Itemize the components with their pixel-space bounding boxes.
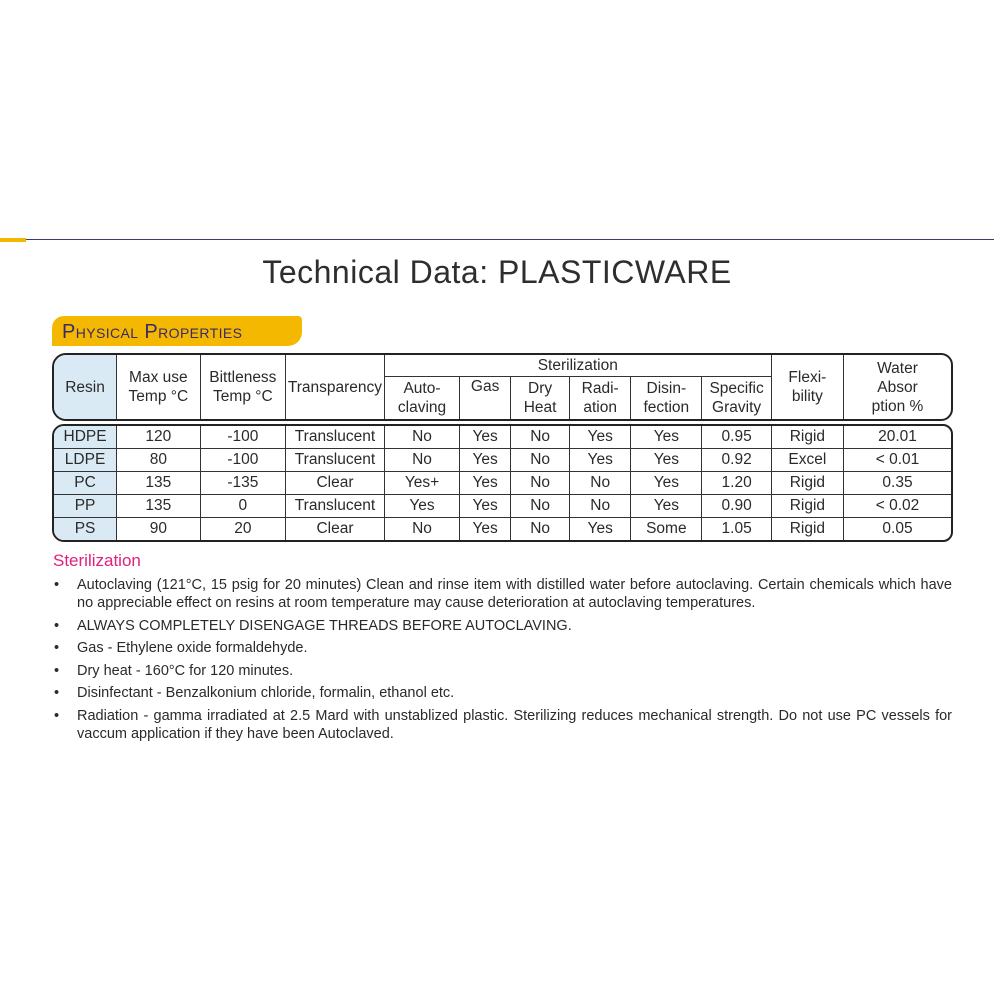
header-bittleness-temp: Bittleness Temp °C: [200, 355, 286, 419]
cell-max-use-temp: 135: [116, 495, 199, 518]
cell-resin: PP: [54, 495, 116, 518]
cell-autoclaving: Yes+: [384, 472, 459, 495]
list-item: [52, 576, 952, 612]
bullet-icon: •: [54, 617, 60, 634]
cell-dry-heat: No: [510, 495, 569, 518]
table-row: [54, 518, 951, 540]
cell-gas: Yes: [459, 472, 510, 495]
cell-disinfection: Yes: [630, 495, 701, 518]
cell-disinfection: Yes: [630, 449, 701, 472]
header-radiation: Radi- ation: [569, 377, 630, 419]
page-title: Technical Data: PLASTICWARE: [262, 254, 732, 290]
list-item: [52, 684, 952, 702]
cell-specific-gravity: 1.05: [701, 518, 770, 540]
cell-radiation: Yes: [569, 518, 630, 540]
cell-bittleness-temp: 0: [200, 495, 286, 518]
cell-autoclaving: No: [384, 449, 459, 472]
header-disinfection: Disin- fection: [630, 377, 701, 419]
cell-max-use-temp: 80: [116, 449, 199, 472]
cell-radiation: No: [569, 495, 630, 518]
bullet-icon: •: [54, 685, 60, 701]
list-item: [52, 707, 952, 743]
table-row: [54, 426, 951, 449]
cell-water-absorption: < 0.01: [843, 449, 951, 472]
list-item: [52, 617, 952, 635]
cell-autoclaving: No: [384, 518, 459, 540]
header-water-absorption: Water Absor ption %: [843, 355, 951, 419]
cell-water-absorption: 0.35: [843, 472, 951, 495]
cell-max-use-temp: 90: [116, 518, 199, 540]
cell-bittleness-temp: -100: [200, 449, 286, 472]
list-item: [52, 662, 952, 680]
cell-radiation: Yes: [569, 449, 630, 472]
note-text: Disinfectant - Benzalkonium chloride, formalin, ethanol etc.: [77, 685, 455, 701]
header-dry-heat: Dry Heat: [510, 377, 569, 419]
header-resin: Resin: [54, 355, 116, 419]
cell-transparency: Translucent: [285, 449, 384, 472]
list-item: [52, 639, 952, 657]
cell-transparency: Translucent: [285, 495, 384, 518]
cell-flexibility: Rigid: [771, 518, 843, 540]
corner-accent-mark: [0, 238, 26, 242]
cell-water-absorption: 0.05: [843, 518, 951, 540]
cell-gas: Yes: [459, 426, 510, 449]
bullet-icon: •: [54, 640, 60, 656]
bullet-icon: •: [54, 707, 60, 724]
header-autoclaving: Auto- claving: [384, 377, 459, 419]
header-specific-gravity: Specific Gravity: [701, 377, 770, 419]
cell-resin: LDPE: [54, 449, 116, 472]
top-divider-line: [0, 239, 994, 240]
cell-radiation: Yes: [569, 426, 630, 449]
cell-specific-gravity: 0.90: [701, 495, 770, 518]
header-flexibility: Flexi- bility: [771, 355, 843, 419]
properties-table-body: [52, 424, 953, 542]
cell-transparency: Clear: [285, 472, 384, 495]
sterilization-notes-list: [52, 576, 952, 747]
note-text: Dry heat - 160°C for 120 minutes.: [77, 662, 294, 679]
cell-flexibility: Rigid: [771, 426, 843, 449]
note-text: Autoclaving (121°C, 15 psig for 20 minutes) Clean and rinse item with distilled water before autoclaving. Certain chemicals which have no appreciable effect on resins at room temperature may cause deterioration at autoclaving temperatures.: [77, 577, 952, 611]
table-row: [54, 472, 951, 495]
cell-gas: Yes: [459, 518, 510, 540]
cell-max-use-temp: 120: [116, 426, 199, 449]
cell-dry-heat: No: [510, 472, 569, 495]
cell-flexibility: Rigid: [771, 495, 843, 518]
cell-gas: Yes: [459, 495, 510, 518]
cell-bittleness-temp: -135: [200, 472, 286, 495]
cell-bittleness-temp: -100: [200, 426, 286, 449]
header-sterilization: Sterilization: [384, 355, 771, 377]
cell-resin: PS: [54, 518, 116, 540]
cell-disinfection: Some: [630, 518, 701, 540]
cell-autoclaving: No: [384, 426, 459, 449]
cell-flexibility: Rigid: [771, 472, 843, 495]
cell-water-absorption: < 0.02: [843, 495, 951, 518]
note-text: Gas - Ethylene oxide formaldehyde.: [77, 640, 308, 656]
cell-radiation: No: [569, 472, 630, 495]
cell-specific-gravity: 0.92: [701, 449, 770, 472]
section-title-physical-properties: Physical Properties: [52, 316, 302, 346]
header-transparency: Transparency: [285, 355, 384, 419]
cell-bittleness-temp: 20: [200, 518, 286, 540]
cell-resin: HDPE: [54, 426, 116, 449]
cell-specific-gravity: 0.95: [701, 426, 770, 449]
bullet-icon: •: [54, 577, 60, 593]
cell-flexibility: Excel: [771, 449, 843, 472]
cell-dry-heat: No: [510, 426, 569, 449]
table-row: [54, 449, 951, 472]
header-gas: Gas: [459, 377, 510, 419]
note-text: ALWAYS COMPLETELY DISENGAGE THREADS BEFORE AUTOCLAVING.: [77, 617, 572, 634]
cell-disinfection: Yes: [630, 472, 701, 495]
cell-transparency: Translucent: [285, 426, 384, 449]
cell-water-absorption: 20.01: [843, 426, 951, 449]
note-text: Radiation - gamma irradiated at 2.5 Mard with unstablized plastic. Sterilizing reduces mechanical strength. Do not use PC vessels for vaccum application if they have been Autoclaved.: [77, 707, 952, 742]
header-max-use-temp: Max use Temp °C: [116, 355, 199, 419]
cell-dry-heat: No: [510, 449, 569, 472]
cell-max-use-temp: 135: [116, 472, 199, 495]
cell-autoclaving: Yes: [384, 495, 459, 518]
cell-transparency: Clear: [285, 518, 384, 540]
cell-disinfection: Yes: [630, 426, 701, 449]
properties-table-header: [52, 353, 953, 421]
cell-dry-heat: No: [510, 518, 569, 540]
cell-resin: PC: [54, 472, 116, 495]
bullet-icon: •: [54, 662, 60, 679]
cell-gas: Yes: [459, 449, 510, 472]
table-row: [54, 495, 951, 518]
sterilization-notes-title: Sterilization: [53, 551, 141, 570]
cell-specific-gravity: 1.20: [701, 472, 770, 495]
